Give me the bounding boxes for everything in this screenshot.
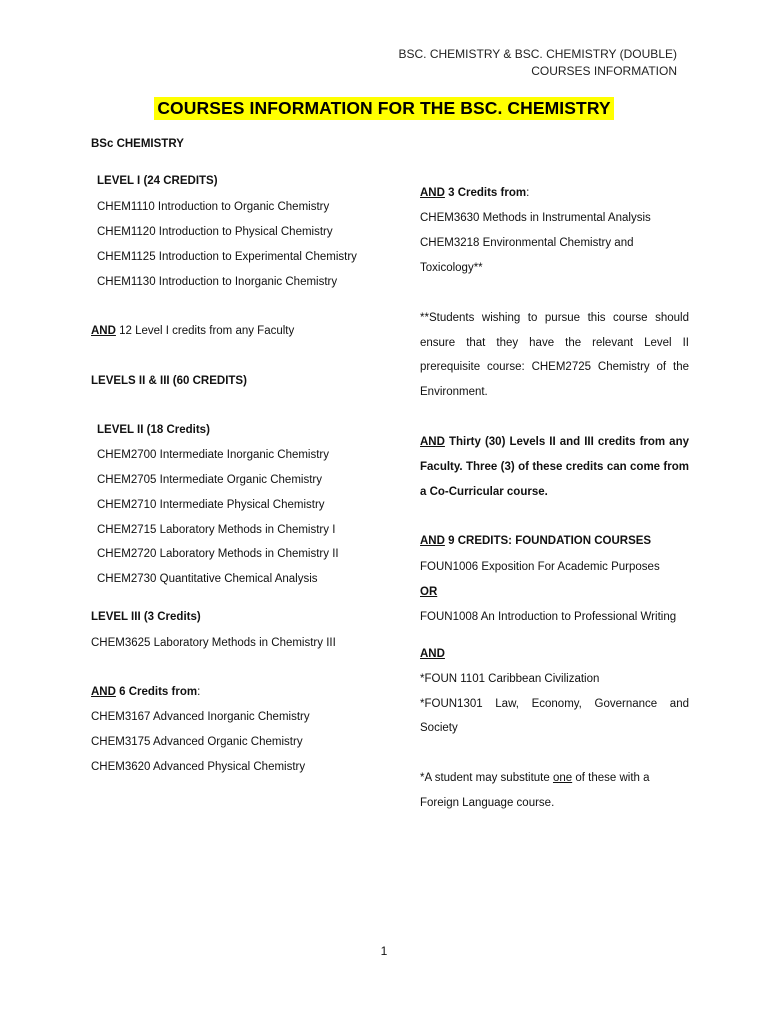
and-rest: 6 Credits from: [115, 686, 198, 698]
levels-2-3-heading: LEVELS II & III (60 CREDITS): [91, 375, 247, 387]
course-item: CHEM3630 Methods in Instrumental Analysis: [420, 212, 651, 224]
note-line: **Students wishing to pursue this course should: [420, 312, 689, 324]
title-wrap: [0, 97, 768, 120]
and-keyword: AND: [420, 187, 445, 199]
course-item-continued: Toxicology**: [420, 262, 483, 274]
and-three-credits-line: [420, 185, 529, 201]
and-keyword: AND: [91, 325, 116, 337]
course-item: CHEM1130 Introduction to Inorganic Chemistry: [97, 276, 338, 288]
foundation-heading: [420, 533, 651, 549]
and-rest: 12 Level I credits from any Faculty: [115, 325, 295, 337]
course-item: CHEM1110 Introduction to Organic Chemistry: [97, 201, 330, 213]
and-rest: 9 CREDITS: FOUNDATION COURSES: [444, 535, 652, 547]
and-rest: 3 Credits from: [444, 187, 527, 199]
colon: :: [526, 187, 530, 199]
note-post: of these with a: [572, 772, 650, 784]
course-item: CHEM3625 Laboratory Methods in Chemistry III: [91, 637, 336, 649]
note-line: ensure that they have the relevant Level II: [420, 337, 689, 349]
course-item: CHEM3218 Environmental Chemistry and: [420, 237, 634, 249]
course-item: CHEM3620 Advanced Physical Chemistry: [91, 761, 306, 773]
course-item-continued: Society: [420, 722, 458, 734]
course-item: CHEM1120 Introduction to Physical Chemistry: [97, 226, 333, 238]
course-item: CHEM2705 Intermediate Organic Chemistry: [97, 474, 322, 486]
level-3-heading: LEVEL III (3 Credits): [91, 611, 201, 623]
header-line-1: BSC. CHEMISTRY & BSC. CHEMISTRY (DOUBLE): [398, 47, 677, 61]
and-keyword: AND: [420, 436, 445, 448]
and-keyword: AND: [420, 535, 445, 547]
substitution-note-line-2: Foreign Language course.: [420, 797, 555, 809]
note-pre: *A student may substitute: [420, 772, 553, 784]
header-line-2: COURSES INFORMATION: [531, 64, 677, 78]
course-item: CHEM2730 Quantitative Chemical Analysis: [97, 573, 318, 585]
and-keyword: AND: [91, 686, 116, 698]
course-item: CHEM2710 Intermediate Physical Chemistry: [97, 499, 325, 511]
course-item: CHEM1125 Introduction to Experimental Chemistry: [97, 251, 357, 263]
page-header: [398, 46, 677, 80]
page-number: 1: [380, 944, 388, 958]
and-thirty-credits-line: [420, 434, 689, 450]
course-item: CHEM3175 Advanced Organic Chemistry: [91, 736, 303, 748]
course-item: CHEM3167 Advanced Inorganic Chemistry: [91, 711, 310, 723]
note-line: Environment.: [420, 386, 488, 398]
and-thirty-credits-line: Faculty. Three (3) of these credits can come from: [420, 461, 689, 473]
course-item: CHEM2715 Laboratory Methods in Chemistry I: [97, 524, 336, 536]
and-rest: Thirty (30) Levels II and III credits from any: [444, 436, 689, 448]
section-heading: BSc CHEMISTRY: [91, 138, 184, 150]
level-1-heading: LEVEL I (24 CREDITS): [97, 175, 218, 187]
page-title: COURSES INFORMATION FOR THE BSC. CHEMISTRY: [154, 97, 613, 120]
colon: :: [197, 686, 201, 698]
level-2-heading: LEVEL II (18 Credits): [97, 424, 210, 436]
substitution-note: [420, 770, 650, 786]
and-six-credits-line: [91, 684, 200, 700]
and-keyword: AND: [420, 648, 445, 660]
course-item: FOUN1006 Exposition For Academic Purposes: [420, 561, 660, 573]
and-any-faculty-line: [91, 323, 294, 339]
or-keyword: OR: [420, 586, 438, 598]
course-item: CHEM2700 Intermediate Inorganic Chemistry: [97, 449, 330, 461]
course-item: *FOUN1301 Law, Economy, Governance and: [420, 698, 689, 710]
course-item: CHEM2720 Laboratory Methods in Chemistry II: [97, 548, 339, 560]
course-item: *FOUN 1101 Caribbean Civilization: [420, 673, 600, 685]
note-line: prerequisite course: CHEM2725 Chemistry of the: [420, 361, 689, 373]
note-one: one: [552, 772, 573, 784]
and-thirty-credits-line: a Co-Curricular course.: [420, 486, 548, 498]
course-item: FOUN1008 An Introduction to Professional Writing: [420, 611, 677, 623]
